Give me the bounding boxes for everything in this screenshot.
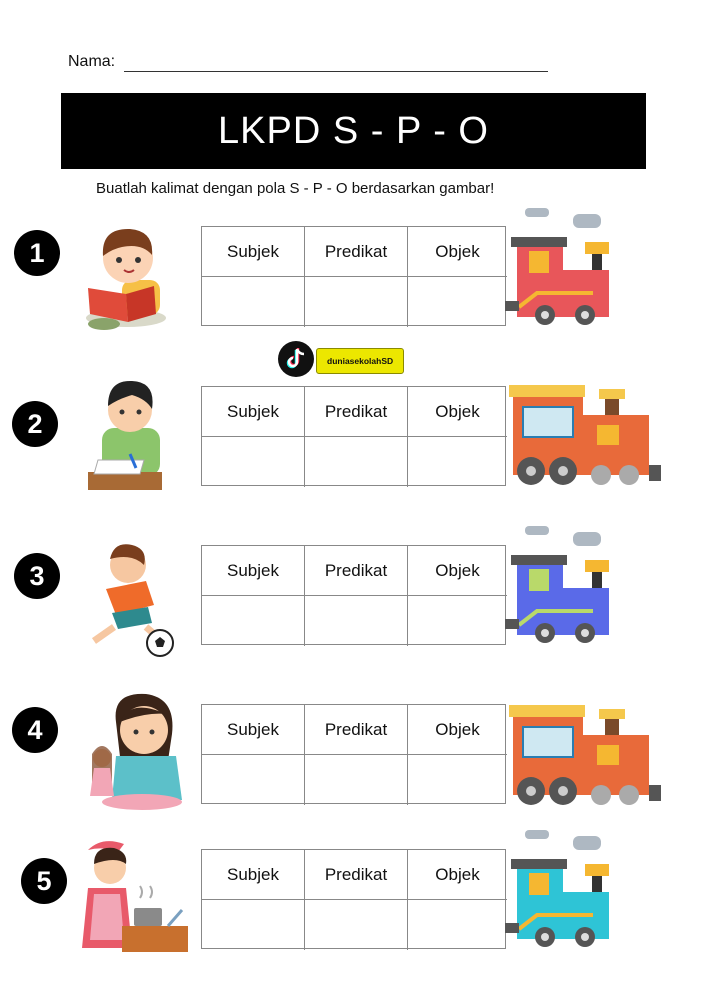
header-subjek: Subjek xyxy=(202,227,305,277)
header-predikat: Predikat xyxy=(305,546,408,596)
item-number: 5 xyxy=(21,858,67,904)
answer-objek[interactable] xyxy=(408,596,507,646)
item-number: 2 xyxy=(12,401,58,447)
header-predikat: Predikat xyxy=(305,387,408,437)
header-predikat: Predikat xyxy=(305,850,408,900)
spo-table xyxy=(201,226,506,326)
answer-subjek[interactable] xyxy=(202,900,305,950)
header-subjek: Subjek xyxy=(202,546,305,596)
header-subjek: Subjek xyxy=(202,705,305,755)
train-icon xyxy=(505,205,615,327)
header-predikat: Predikat xyxy=(305,705,408,755)
boy-writing-illustration xyxy=(84,380,166,492)
name-line[interactable] xyxy=(124,71,548,72)
mother-cooking-illustration xyxy=(80,836,192,954)
answer-predikat[interactable] xyxy=(305,596,408,646)
answer-predikat[interactable] xyxy=(305,277,408,327)
train-icon xyxy=(505,383,665,489)
watermark-label: duniasekolahSD xyxy=(316,348,404,374)
header-objek: Objek xyxy=(408,387,507,437)
item-number: 3 xyxy=(14,553,60,599)
train-icon xyxy=(505,827,615,949)
answer-objek[interactable] xyxy=(408,755,507,805)
boy-reading-book-illustration xyxy=(82,220,168,330)
answer-predikat[interactable] xyxy=(305,437,408,487)
boy-kicking-ball-illustration xyxy=(80,543,178,658)
answer-objek[interactable] xyxy=(408,437,507,487)
train-icon xyxy=(505,523,615,645)
header-objek: Objek xyxy=(408,705,507,755)
answer-predikat[interactable] xyxy=(305,755,408,805)
item-number: 4 xyxy=(12,707,58,753)
item-number: 1 xyxy=(14,230,60,276)
girl-playing-doll-illustration xyxy=(86,692,184,812)
spo-table xyxy=(201,704,506,804)
spo-table xyxy=(201,386,506,486)
answer-subjek[interactable] xyxy=(202,755,305,805)
spo-table xyxy=(201,849,506,949)
header-predikat: Predikat xyxy=(305,227,408,277)
header-objek: Objek xyxy=(408,546,507,596)
header-subjek: Subjek xyxy=(202,850,305,900)
worksheet-title: LKPD S - P - O xyxy=(61,93,646,169)
spo-table xyxy=(201,545,506,645)
name-label: Nama: xyxy=(68,53,116,70)
answer-subjek[interactable] xyxy=(202,437,305,487)
answer-subjek[interactable] xyxy=(202,596,305,646)
answer-subjek[interactable] xyxy=(202,277,305,327)
train-icon xyxy=(505,703,665,809)
instruction-text: Buatlah kalimat dengan pola S - P - O berdasarkan gambar! xyxy=(96,180,495,197)
answer-objek[interactable] xyxy=(408,900,507,950)
answer-objek[interactable] xyxy=(408,277,507,327)
header-objek: Objek xyxy=(408,850,507,900)
header-objek: Objek xyxy=(408,227,507,277)
answer-predikat[interactable] xyxy=(305,900,408,950)
header-subjek: Subjek xyxy=(202,387,305,437)
